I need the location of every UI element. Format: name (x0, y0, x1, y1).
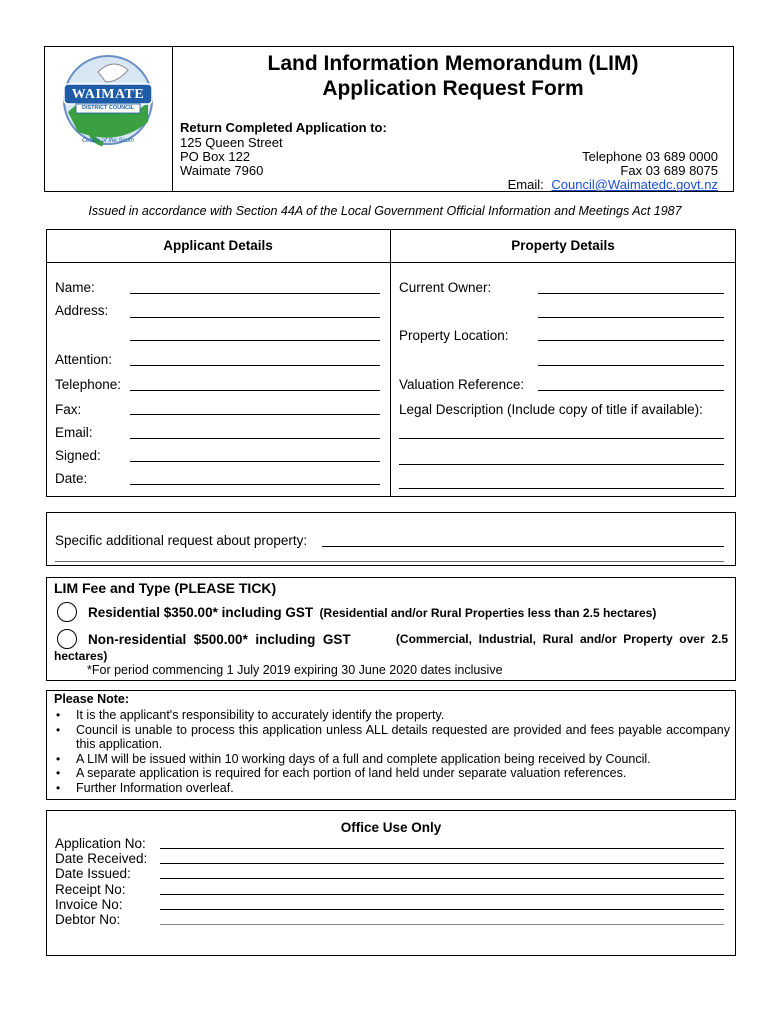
residential-fee-text: Residential $350.00* including GST (88, 605, 314, 620)
property-location-line-2 (538, 365, 724, 366)
property-location-line (538, 340, 724, 341)
nonresidential-option (88, 631, 728, 649)
property-location-label: Property Location: (399, 328, 509, 343)
residential-fee-note: (Residential and/or Rural Properties less than 2.5 hectares) (319, 606, 657, 620)
note-item: • A separate application is required for each portion of land held under separate valuation references. (50, 766, 730, 781)
notes-heading: Please Note: (54, 692, 130, 706)
current-owner-line-2 (538, 317, 724, 318)
note-item: • Further Information overleaf. (50, 781, 730, 796)
note-item: • Council is unable to process this application unless ALL details requested are provided and fees payable accompany this application. (50, 723, 730, 752)
form-title-line1: Land Information Memorandum (LIM) (267, 52, 639, 75)
application-no-label: Application No: (55, 836, 146, 851)
note-item: • A LIM will be issued within 10 working days of a full and complete application being received by Council. (50, 752, 730, 767)
nonresidential-radio[interactable] (57, 629, 77, 649)
address-label: Address: (55, 303, 109, 318)
date-received-line[interactable] (160, 863, 724, 864)
nonresidential-fee-note-cont: hectares) (54, 649, 108, 663)
fee-heading: LIM Fee and Type (PLEASE TICK) (54, 580, 277, 596)
email-line (130, 438, 380, 439)
legal-description-label: Legal Description (Include copy of title if available): (399, 402, 703, 417)
details-divider-v (390, 229, 391, 497)
legal-description-line-2 (399, 464, 724, 465)
fax-line (130, 414, 380, 415)
telephone-info: Telephone 03 689 0000 (582, 149, 718, 164)
email-label: Email: (507, 177, 544, 192)
current-owner-label: Current Owner: (399, 280, 492, 295)
notes-list (50, 708, 730, 796)
valuation-reference-line (538, 390, 724, 391)
note-item: • It is the applicant's responsibility to accurately identify the property. (50, 708, 730, 723)
details-divider-h (46, 262, 736, 263)
email-label-applicant: Email: (55, 425, 93, 440)
logo-subtext: DISTRICT COUNCIL (82, 105, 134, 111)
fee-period-note: *For period commencing 1 July 2019 expiring 30 June 2020 dates inclusive (87, 663, 503, 677)
additional-request-label: Specific additional request about property: (55, 533, 308, 548)
current-owner-line (538, 293, 724, 294)
telephone-label: Telephone: (55, 377, 122, 392)
date-line (130, 484, 380, 485)
logo-motto: Centre of the South (81, 138, 135, 144)
address-line-2: PO Box 122 (180, 149, 251, 164)
residential-radio[interactable] (57, 602, 77, 622)
nonresidential-fee-text: Non-residential $500.00* including GST (88, 632, 351, 647)
telephone-line (130, 390, 380, 391)
name-label: Name: (55, 280, 95, 295)
legal-description-line-1 (399, 438, 724, 439)
fax-info: Fax 03 689 8075 (620, 163, 718, 178)
invoice-no-label: Invoice No: (55, 897, 123, 912)
issued-statement: Issued in accordance with Section 44A of the Local Government Official Information and Meetings Act 1987 (88, 204, 682, 218)
name-line (130, 293, 380, 294)
signed-label: Signed: (55, 448, 101, 463)
debtor-no-label: Debtor No: (55, 912, 121, 927)
debtor-no-line[interactable] (160, 924, 724, 925)
address-line-1: 125 Queen Street (180, 135, 283, 150)
property-heading: Property Details (511, 238, 615, 253)
date-issued-line[interactable] (160, 878, 724, 879)
date-issued-label: Date Issued: (55, 866, 131, 881)
valuation-reference-label: Valuation Reference: (399, 377, 525, 392)
applicant-heading: Applicant Details (163, 238, 273, 253)
address-line-a (130, 317, 380, 318)
legal-description-line-3 (399, 488, 724, 489)
email-info (508, 177, 718, 192)
receipt-no-line[interactable] (160, 894, 724, 895)
invoice-no-line[interactable] (160, 909, 724, 910)
receipt-no-label: Receipt No: (55, 882, 126, 897)
attention-label: Attention: (55, 352, 113, 367)
date-label: Date: (55, 471, 88, 486)
office-use-heading: Office Use Only (340, 820, 442, 835)
additional-request-line (322, 546, 724, 547)
logo-text: WAIMATE (71, 87, 145, 102)
address-line-b (130, 340, 380, 341)
date-received-label: Date Received: (55, 851, 148, 866)
application-no-line[interactable] (160, 848, 724, 849)
address-line-3: Waimate 7960 (180, 163, 264, 178)
signed-line (130, 461, 380, 462)
form-title-line2: Application Request Form (322, 77, 584, 100)
residential-option (88, 604, 656, 622)
return-heading: Return Completed Application to: (180, 120, 387, 135)
council-email-link[interactable]: Council@Waimatedc.govt.nz (551, 177, 718, 192)
nonresidential-fee-note: (Commercial, Industrial, Rural and/or Property over 2.5 (395, 632, 728, 646)
additional-request-line-2 (55, 561, 724, 562)
attention-line (130, 365, 380, 366)
council-logo (58, 52, 158, 152)
fax-label: Fax: (55, 402, 82, 417)
